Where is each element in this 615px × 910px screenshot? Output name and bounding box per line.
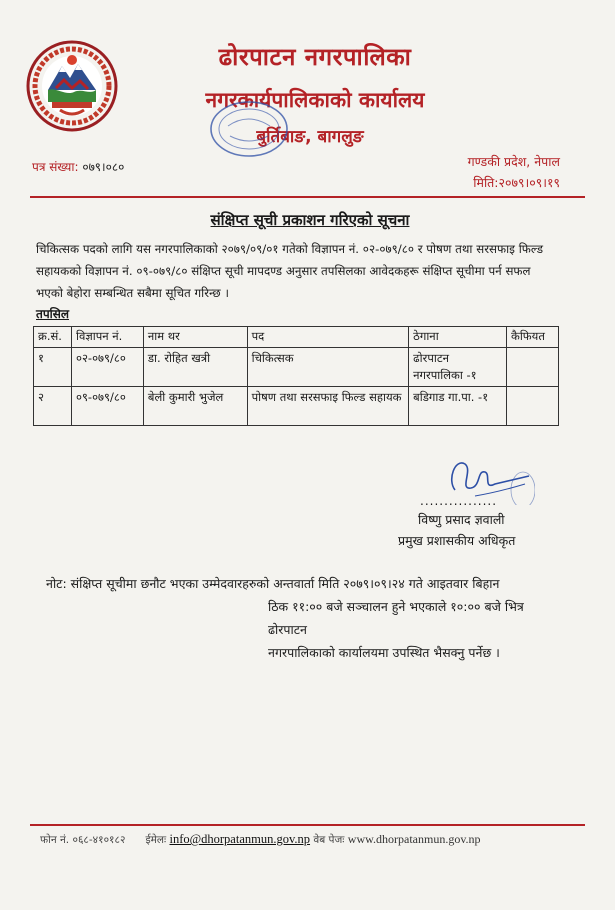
table-cell: १	[34, 348, 72, 387]
col-post: पद	[247, 327, 409, 348]
note-line-2: ठिक ११:०० बजे सञ्चालन हुने भएकाले १०:०० बजे भित्र ढोरपाटन	[268, 599, 524, 637]
table-cell: ढोरपाटन नगरपालिका -१	[409, 348, 507, 387]
table-row	[34, 348, 559, 387]
table-cell: पोषण तथा सरसफाइ फिल्ड सहायक	[247, 387, 409, 426]
footer-web-link[interactable]: www.dhorpatanmun.gov.np	[347, 832, 481, 846]
table-cell: बडिगाड गा.पा. -१	[409, 387, 507, 426]
footer	[40, 832, 580, 847]
footer-divider	[30, 824, 585, 826]
table-cell: ०२-०७९/८०	[71, 348, 143, 387]
col-name: नाम थर	[143, 327, 247, 348]
letter-date: मिति:२०७९।०९।१९	[473, 175, 560, 190]
notice-title: संक्षिप्त सूची प्रकाशन गरिएको सूचना	[210, 211, 410, 229]
office-location: बुर्तिबाङ, बागलुङ	[256, 127, 364, 147]
office-name: नगरकार्यपालिकाको कार्यालय	[205, 88, 425, 112]
footer-phone: फोन नं. ०६८-४१०१८२	[40, 834, 126, 846]
table-cell: २	[34, 387, 72, 426]
signature-line: ................	[420, 494, 498, 508]
reference-value: ०७९।०८०	[82, 160, 125, 174]
reference-label: पत्र संख्या:	[32, 160, 79, 174]
footer-email-label: ईमेलः	[145, 834, 167, 846]
table-cell: बेली कुमारी भुजेल	[143, 387, 247, 426]
table-cell: चिकित्सक	[247, 348, 409, 387]
shortlist-table	[33, 326, 559, 426]
col-address: ठेगाना	[409, 327, 507, 348]
col-ad-number: विज्ञापन नं.	[71, 327, 143, 348]
org-name: ढोरपाटन नगरपालिका	[218, 43, 412, 71]
table-cell	[507, 387, 559, 426]
table-row	[34, 387, 559, 426]
header-divider	[30, 196, 585, 198]
notice-body: चिकित्सक पदको लागि यस नगरपालिकाको २०७९/०९/०१ गतेको विज्ञापन नं. ०२-०७९/८० र पोषण तथा सरसफाइ फिल्ड सहायकको विज्ञापन नं. ०९-०७९/८० संक्षिप्त सूची मापदण्ड अनुसार तपसिलका आवेदकहरू संक्षिप्त सूचीमा पर्न सफल भएको बेहोरा सम्बन्धित सबैमा सूचित गरिन्छ ।	[36, 242, 544, 300]
note-line-3: नगरपालिकाको कार्यालयमा उपस्थित भैसक्नु पर्नेछ ।	[268, 645, 500, 660]
office-stamp-icon	[208, 98, 290, 160]
note-line-1: नोट: संक्षिप्त सूचीमा छनौट भएका उम्मेदवारहरुको अन्तवार्ता मिति २०७९।०९।२४ गते आइतवार बिहान	[46, 576, 500, 591]
province-text: गण्डकी प्रदेश, नेपाल	[467, 154, 560, 169]
footer-email-link[interactable]: info@dhorpatanmun.gov.np	[169, 832, 311, 846]
table-cell: ०९-०७९/८०	[71, 387, 143, 426]
nepal-emblem-icon	[26, 40, 118, 132]
table-cell: डा. रोहित खत्री	[143, 348, 247, 387]
col-remarks: कैफियत	[507, 327, 559, 348]
col-serial: क्र.सं.	[34, 327, 72, 348]
reference-number	[32, 158, 124, 175]
table-cell	[507, 348, 559, 387]
signatory-name: विष्णु प्रसाद ज्ञवाली	[418, 512, 505, 527]
table-header-row	[34, 327, 559, 348]
note-text	[46, 572, 566, 664]
tapsil-heading: तपसिल	[36, 307, 70, 321]
signatory-title: प्रमुख प्रशासकीय अधिकृत	[398, 533, 516, 548]
footer-web-label: वेब पेजः	[313, 834, 345, 846]
